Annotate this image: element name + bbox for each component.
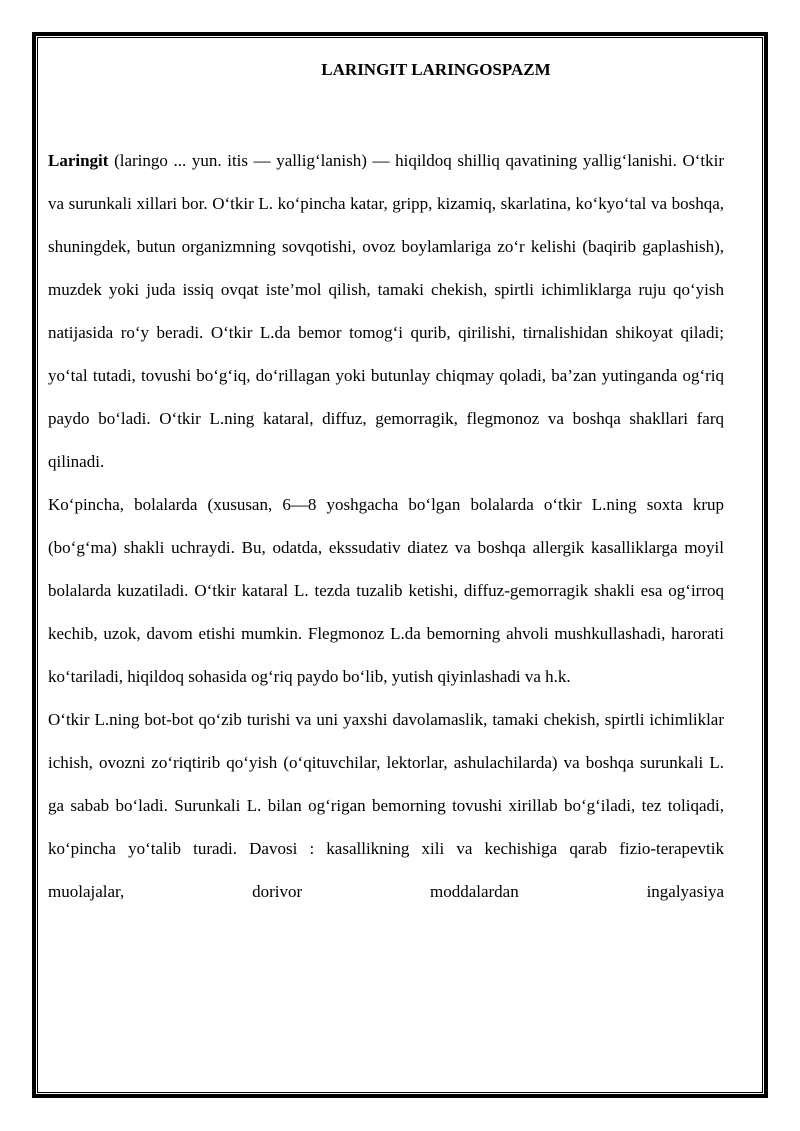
- paragraph-2: [48, 483, 724, 698]
- term-lead: Laringit: [48, 151, 109, 170]
- document-body: [48, 54, 724, 913]
- paragraph-3-text: O‘tkir L.ning bot-bot qo‘zib turishi va uni yaxshi davolamaslik, tamaki chekish, spirtli ichimliklar ichish, ovozni zo‘riqtirib qo‘yish (o‘qituvchilar, lektorlar, ashulachilarda) va boshqa surunkali L. ga sabab bo‘ladi. Surunkali L. bilan og‘rigan bemorning tovushi xirillab bo‘g‘iladi, tez toliqadi, ko‘pincha yo‘talib turadi. Davosi : kasallikning xili va kechishiga qarab fizio-terapevtik muolajalar, dorivor moddalardan ingalyasiya: [48, 710, 724, 901]
- paragraph-3: [48, 698, 724, 913]
- paragraph-1: [48, 139, 724, 483]
- paragraph-2-text: Ko‘pincha, bolalarda (xususan, 6—8 yoshgacha bo‘lgan bolalarda o‘tkir L.ning soxta krup (bo‘g‘ma) shakli uchraydi. Bu, odatda, ekssudativ diatez va boshqa allergik kasalliklarga moyil bolalarda kuzatiladi. O‘tkir kataral L. tezda tuzalib ketishi, diffuz-gemorragik shakli esa og‘irroq kechib, uzok, davom etishi mumkin. Flegmonoz L.da bemorning ahvoli mushkullashadi, harorati ko‘tariladi, hiqildoq sohasida og‘riq paydo bo‘lib, yutish qiyinlashadi va h.k.: [48, 495, 724, 686]
- paragraph-1-text: (laringo ... yun. itis — yallig‘lanish) — hiqildoq shilliq qavatining yallig‘lanishi. O‘tkir va surunkali xillari bor. O‘tkir L. ko‘pincha katar, gripp, kizamiq, skarlatina, ko‘kyo‘tal va boshqa, shuningdek, butun organizmning sovqotishi, ovoz boylamlariga zo‘r kelishi (baqirib gaplashish), muzdek yoki juda issiq ovqat iste’mol qilish, tamaki chekish, spirtli ichimliklarga ruju qo‘yish natijasida ro‘y beradi. O‘tkir L.da bemor tomog‘i qurib, qirilishi, tirnalishidan shikoyat qiladi; yo‘tal tutadi, tovushi bo‘g‘iq, do‘rillagan yoki butunlay chiqmay qoladi, ba’zan yutinganda og‘riq paydo bo‘ladi. O‘tkir L.ning kataral, diffuz, gemorragik, flegmonoz va boshqa shakllari farq qilinadi.: [48, 151, 724, 471]
- document-title: LARINGIT LARINGOSPAZM: [321, 60, 551, 79]
